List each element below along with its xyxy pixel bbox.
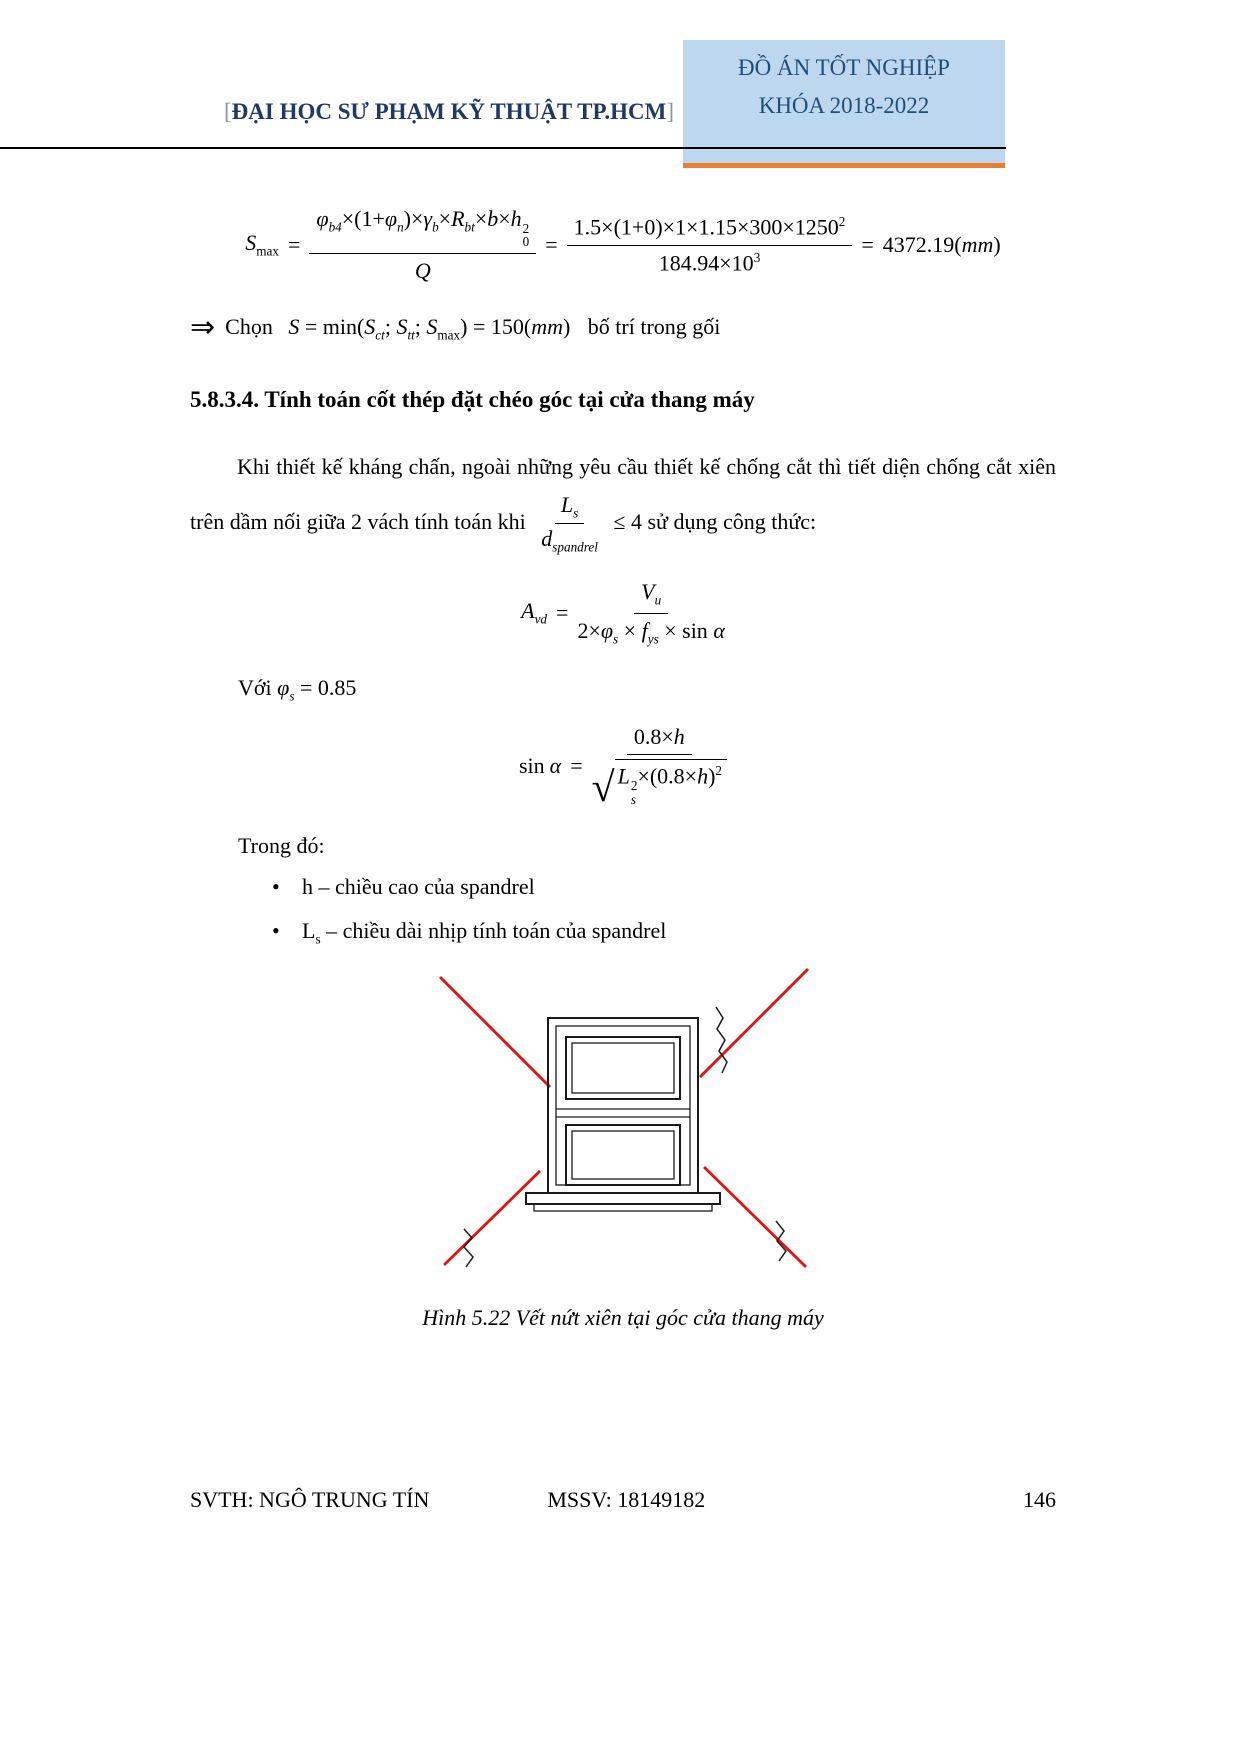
equals-sign: = xyxy=(556,600,569,626)
formula-avd xyxy=(190,579,1056,647)
page-footer xyxy=(190,1487,1056,1513)
list-item: • h – chiều cao của spandrel xyxy=(272,873,535,899)
math-lhs-sin: sin α xyxy=(518,752,562,778)
inline-fraction-ls-dspandrel xyxy=(541,492,598,555)
list-item-text: – chiều dài nhịp tính toán của spandrel xyxy=(326,918,667,944)
fraction-numerator: 0.8×h xyxy=(627,724,692,755)
fraction-denominator: $d_{spandrel}$ xyxy=(541,525,598,555)
fraction-avd xyxy=(577,579,724,647)
fraction-sin xyxy=(591,724,727,812)
list-item: • $L_s$ – chiều dài nhịp tính toán của spandrel xyxy=(272,918,667,947)
figure-caption: Hình 5.22 Vết nứt xiên tại góc cửa thang máy xyxy=(422,1304,824,1330)
equals-sign: = xyxy=(287,232,301,258)
math-lhs-smax: $S_{max}$ xyxy=(245,230,279,259)
fraction-numerator: $L_s$ xyxy=(555,492,584,524)
figure-window-cracks xyxy=(428,963,818,1273)
bullet-icon: • xyxy=(272,873,280,899)
paragraph-text-1: Khi thiết kế kháng chấn, ngoài những yêu cầu thiết kế chống cắt thì tiết diện chống cắt xiên trên dầm nối giữa 2 vách tính toán khi xyxy=(190,454,1056,534)
fraction-numeric xyxy=(567,214,853,276)
chon-label: Chọn xyxy=(225,314,273,340)
fraction-numerator: $1.5\times(1+0)\times 1\times 1.15\times 300\times 1250^2$ xyxy=(567,214,853,245)
implies-arrow-icon: ⇒ xyxy=(190,311,216,345)
radical-sign: √ xyxy=(591,765,615,812)
fraction-denominator: Q xyxy=(414,258,431,284)
project-title: ĐỒ ÁN TỐT NGHIỆP xyxy=(738,55,950,80)
formula-sin-alpha xyxy=(190,724,1056,812)
fraction-denominator xyxy=(591,755,727,812)
school-bracket-open: [ xyxy=(224,99,232,124)
math-result: 4372.19(mm) xyxy=(882,232,1001,258)
header-divider xyxy=(0,147,1006,149)
footer-page-number: 146 xyxy=(1023,1487,1056,1512)
voi-label: Với xyxy=(238,674,272,700)
equals-sign: = xyxy=(545,232,558,258)
formula-smax xyxy=(190,206,1056,284)
footer-student-id: MSSV: 18149182 xyxy=(547,1487,706,1512)
project-years: KHÓA 2018-2022 xyxy=(758,93,930,118)
list-item-text: – chiều cao của spandrel xyxy=(318,873,535,899)
square-root: √ L 2 s $\times(0.8\times h)^2$ xyxy=(592,759,727,807)
crack-diagonal-lines xyxy=(440,969,808,1267)
equals-sign: = xyxy=(570,752,583,778)
section-heading: 5.8.3.4. Tính toán cốt thép đặt chéo góc tại cửa thang máy xyxy=(190,387,755,413)
school-title-text: ĐẠI HỌC SƯ PHẠM KỸ THUẬT TP.HCM xyxy=(231,99,667,124)
crack-squiggles xyxy=(464,1007,786,1267)
bullet-icon: • xyxy=(272,918,280,944)
voi-statement: Với $\varphi_s = 0.85$ xyxy=(238,674,357,704)
footer-student-name: SVTH: NGÔ TRUNG TÍN xyxy=(190,1487,430,1512)
math-lhs-avd: $A_{vd}$ xyxy=(521,598,548,627)
body-paragraph xyxy=(190,443,1056,555)
fraction-numerator: $\varphi_{b4}\times(1+\varphi_n)\times\gamma_b\times R_{bt}\times b\times h$ 2 0 xyxy=(309,206,536,254)
window-drawing xyxy=(526,1018,720,1211)
trong-do-label: Trong đó: xyxy=(238,832,325,858)
fraction-denominator: $2\times\varphi_s \times f_{ys} \times \sin \alpha$ xyxy=(577,617,725,646)
chon-statement: ⇒ Chọn $S = \min(S_{ct}$; $S_{tt}$; $S_{max}) = 150(mm)$ bố trí trong gối xyxy=(190,311,721,345)
page-content xyxy=(190,200,1056,1331)
equals-sign: = xyxy=(861,232,874,258)
definition-list xyxy=(190,874,1056,948)
fraction-symbolic xyxy=(309,206,536,284)
figure xyxy=(190,963,1056,1279)
fraction-numerator: $V_u$ xyxy=(634,579,668,613)
fraction-denominator: $184.94\times 10^3$ xyxy=(658,249,761,275)
school-name xyxy=(224,99,674,125)
school-bracket-close: ] xyxy=(666,99,675,124)
paragraph-text-2: ≤ 4 sử dụng công thức: xyxy=(613,508,817,534)
chon-tail-text: bố trí trong gối xyxy=(587,314,721,340)
